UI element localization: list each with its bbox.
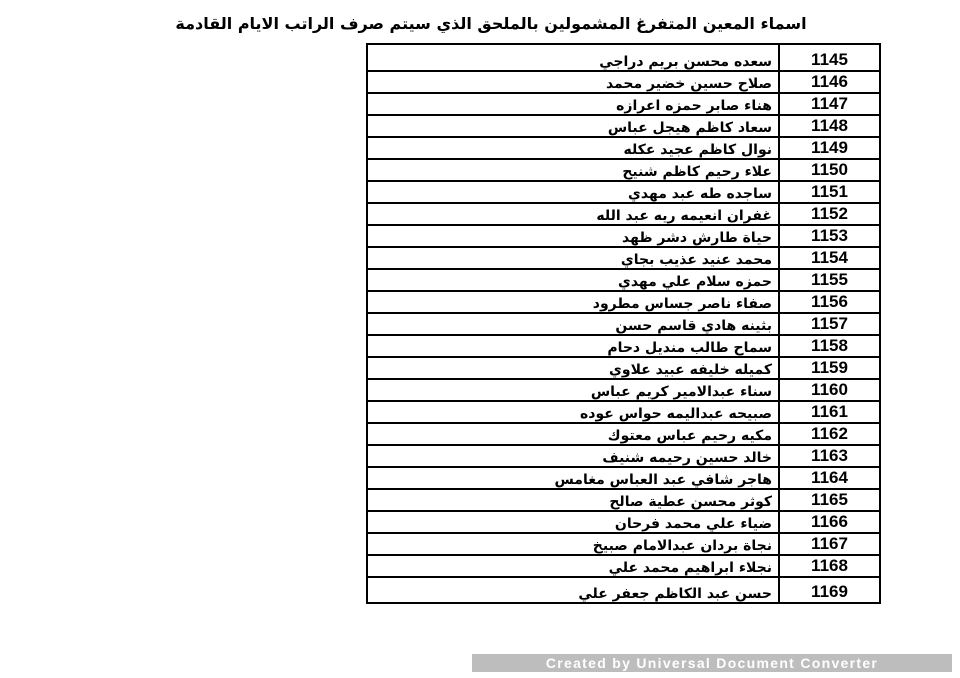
row-number-cell: 1151 (779, 181, 880, 203)
person-name-cell: محمد عنيد عذيب بجاي (367, 247, 779, 269)
person-name-cell: صفاء ناصر جساس مطرود (367, 291, 779, 313)
row-number-cell: 1168 (779, 555, 880, 577)
person-name-cell: ضياء علي محمد فرحان (367, 511, 779, 533)
table-row (367, 269, 880, 291)
table-row (367, 511, 880, 533)
row-number-cell: 1159 (779, 357, 880, 379)
names-table-body (367, 44, 880, 603)
table-row (367, 71, 880, 93)
row-number-cell: 1164 (779, 467, 880, 489)
table-row (367, 225, 880, 247)
person-name-cell: نوال كاظم عجيد عكله (367, 137, 779, 159)
person-name-cell: سعاد كاظم هيجل عباس (367, 115, 779, 137)
names-table (366, 43, 881, 604)
row-number-cell: 1155 (779, 269, 880, 291)
row-number-cell: 1154 (779, 247, 880, 269)
table-row (367, 379, 880, 401)
table-row (367, 313, 880, 335)
row-number-cell: 1158 (779, 335, 880, 357)
table-row (367, 115, 880, 137)
row-number-cell: 1152 (779, 203, 880, 225)
person-name-cell: مكيه رحيم عباس معتوك (367, 423, 779, 445)
row-number-cell: 1169 (811, 582, 848, 601)
person-name-cell: سعده محسن بريم دراجي (367, 44, 779, 71)
row-number-cell: 1146 (779, 71, 880, 93)
person-name-cell: خالد حسين رحيمه شنيف (367, 445, 779, 467)
table-row (367, 291, 880, 313)
table-row (367, 203, 880, 225)
person-name-cell: ساجده طه عبد مهدي (367, 181, 779, 203)
table-row (367, 335, 880, 357)
person-name-cell: حمزه سلام علي مهدي (367, 269, 779, 291)
person-name-cell: بثينه هادي قاسم حسن (367, 313, 779, 335)
person-name-cell: نجاة بردان عبدالامام صبيخ (367, 533, 779, 555)
table-row (367, 445, 880, 467)
person-name-cell: حياة طارش دشر ظهد (367, 225, 779, 247)
person-name-cell: صلاح حسين خضير محمد (367, 71, 779, 93)
row-number-cell: 1156 (779, 291, 880, 313)
row-number-cell: 1167 (779, 533, 880, 555)
row-number-cell: 1160 (779, 379, 880, 401)
row-number-cell: 1149 (779, 137, 880, 159)
person-name-cell: علاء رحيم كاظم شنيح (367, 159, 779, 181)
table-row (367, 93, 880, 115)
row-number-cell: 1145 (779, 44, 880, 71)
person-name-cell: سناء عبدالامير كريم عباس (367, 379, 779, 401)
row-number-cell: 1148 (779, 115, 880, 137)
row-number-cell: 1157 (779, 313, 880, 335)
row-number-cell: 1162 (779, 423, 880, 445)
row-number-cell: 1166 (779, 511, 880, 533)
row-number-cell: 1163 (779, 445, 880, 467)
person-name-cell: هاجر شافي عبد العباس مغامس (367, 467, 779, 489)
person-name-cell: كميله خليفه عبيد علاوي (367, 357, 779, 379)
table-row (367, 44, 880, 71)
converter-watermark: Created by Universal Document Converter (472, 654, 952, 672)
person-name-cell: حسن عبد الكاظم جعفر علي (367, 577, 779, 603)
person-name-cell: هناء صابر حمزه اعرازه (367, 93, 779, 115)
table-row (367, 357, 880, 379)
row-number-cell: 1165 (779, 489, 880, 511)
person-name-cell: صبيحه عبداليمه حواس عوده (367, 401, 779, 423)
person-name-cell: كوثر محسن عطية صالح (367, 489, 779, 511)
row-number-cell: 1161 (779, 401, 880, 423)
table-row (367, 533, 880, 555)
table-row (367, 159, 880, 181)
person-name-cell: نجلاء ابراهيم محمد علي (367, 555, 779, 577)
row-number-cell: 1150 (779, 159, 880, 181)
table-row (367, 467, 880, 489)
table-row (367, 137, 880, 159)
table-row (367, 247, 880, 269)
table-row (367, 577, 880, 603)
table-row (367, 555, 880, 577)
person-name-cell: سماح طالب منديل دحام (367, 335, 779, 357)
table-row (367, 489, 880, 511)
table-row (367, 181, 880, 203)
table-row (367, 401, 880, 423)
page-title: اسماء المعين المتفرغ المشمولين بالملحق الذي سيتم صرف الراتب الايام القادمة (175, 14, 807, 33)
row-number-cell: 1147 (779, 93, 880, 115)
row-number-cell: 1153 (779, 225, 880, 247)
person-name-cell: غفران انعيمه ريه عبد الله (367, 203, 779, 225)
table-row (367, 423, 880, 445)
